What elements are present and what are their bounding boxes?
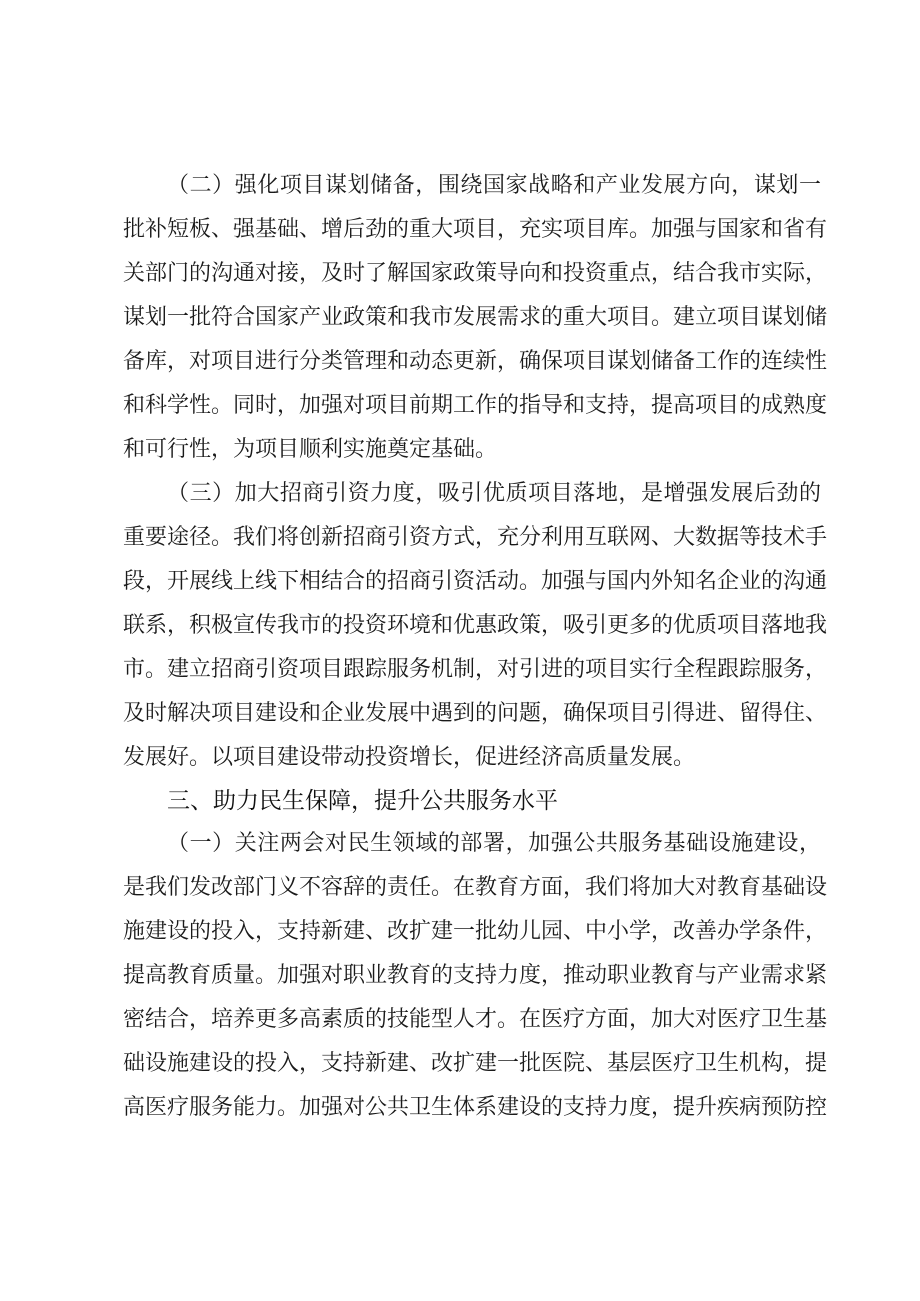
paragraph-4-line-1: （一）关注两会对民生领域的部署，加强公共服务基础设施建设，	[167, 831, 821, 856]
paragraph-3-line-3: 段，开展线上线下相结合的招商引资活动。加强与国内外知名企业的沟通	[123, 569, 828, 594]
paragraph-4-line-3: 施建设的投入，支持新建、改扩建一批幼儿园、中小学，改善办学条件，	[123, 919, 828, 944]
section-heading: 三、助力民生保障，提升公共服务水平	[167, 788, 558, 814]
paragraph-3-line-1: （三）加大招商引资力度，吸引优质项目落地，是增强发展后劲的	[167, 481, 821, 506]
paragraph-3-line-5: 市。建立招商引资项目跟踪服务机制，对引进的项目实行全程跟踪服务，	[123, 657, 828, 682]
paragraph-4-line-5: 密结合，培养更多高素质的技能型人才。在医疗方面，加大对医疗卫生基	[123, 1007, 828, 1032]
paragraph-3-line-6: 及时解决项目建设和企业发展中遇到的问题，确保项目引得进、留得住、	[123, 701, 828, 726]
paragraph-2-line-7: 和可行性，为项目顺利实施奠定基础。	[123, 437, 498, 462]
paragraph-3-line-4: 联系，积极宣传我市的投资环境和优惠政策，吸引更多的优质项目落地我	[123, 613, 828, 638]
paragraph-2-line-2: 批补短板、强基础、增后劲的重大项目，充实项目库。加强与国家和省有	[123, 217, 828, 242]
paragraph-2-line-6: 和科学性。同时，加强对项目前期工作的指导和支持，提高项目的成熟度	[123, 393, 828, 418]
paragraph-2-line-3: 关部门的沟通对接，及时了解国家政策导向和投资重点，结合我市实际，	[123, 261, 828, 286]
paragraph-3-line-7: 发展好。以项目建设带动投资增长，促进经济高质量发展。	[123, 745, 696, 770]
paragraph-2-line-5: 备库，对项目进行分类管理和动态更新，确保项目谋划储备工作的连续性	[123, 349, 828, 374]
paragraph-4-line-4: 提高教育质量。加强对职业教育的支持力度，推动职业教育与产业需求紧	[123, 963, 828, 988]
paragraph-4-line-2: 是我们发改部门义不容辞的责任。在教育方面，我们将加大对教育基础设	[123, 875, 828, 900]
paragraph-3-line-2: 重要途径。我们将创新招商引资方式，充分利用互联网、大数据等技术手	[123, 525, 828, 550]
paragraph-4-line-6: 础设施建设的投入，支持新建、改扩建一批医院、基层医疗卫生机构，提	[123, 1051, 828, 1076]
paragraph-2-line-4: 谋划一批符合国家产业政策和我市发展需求的重大项目。建立项目谋划储	[123, 305, 828, 330]
paragraph-4-line-7: 高医疗服务能力。加强对公共卫生体系建设的支持力度，提升疾病预防控	[123, 1095, 828, 1120]
paragraph-2-line-1: （二）强化项目谋划储备，围绕国家战略和产业发展方向，谋划一	[167, 173, 821, 198]
